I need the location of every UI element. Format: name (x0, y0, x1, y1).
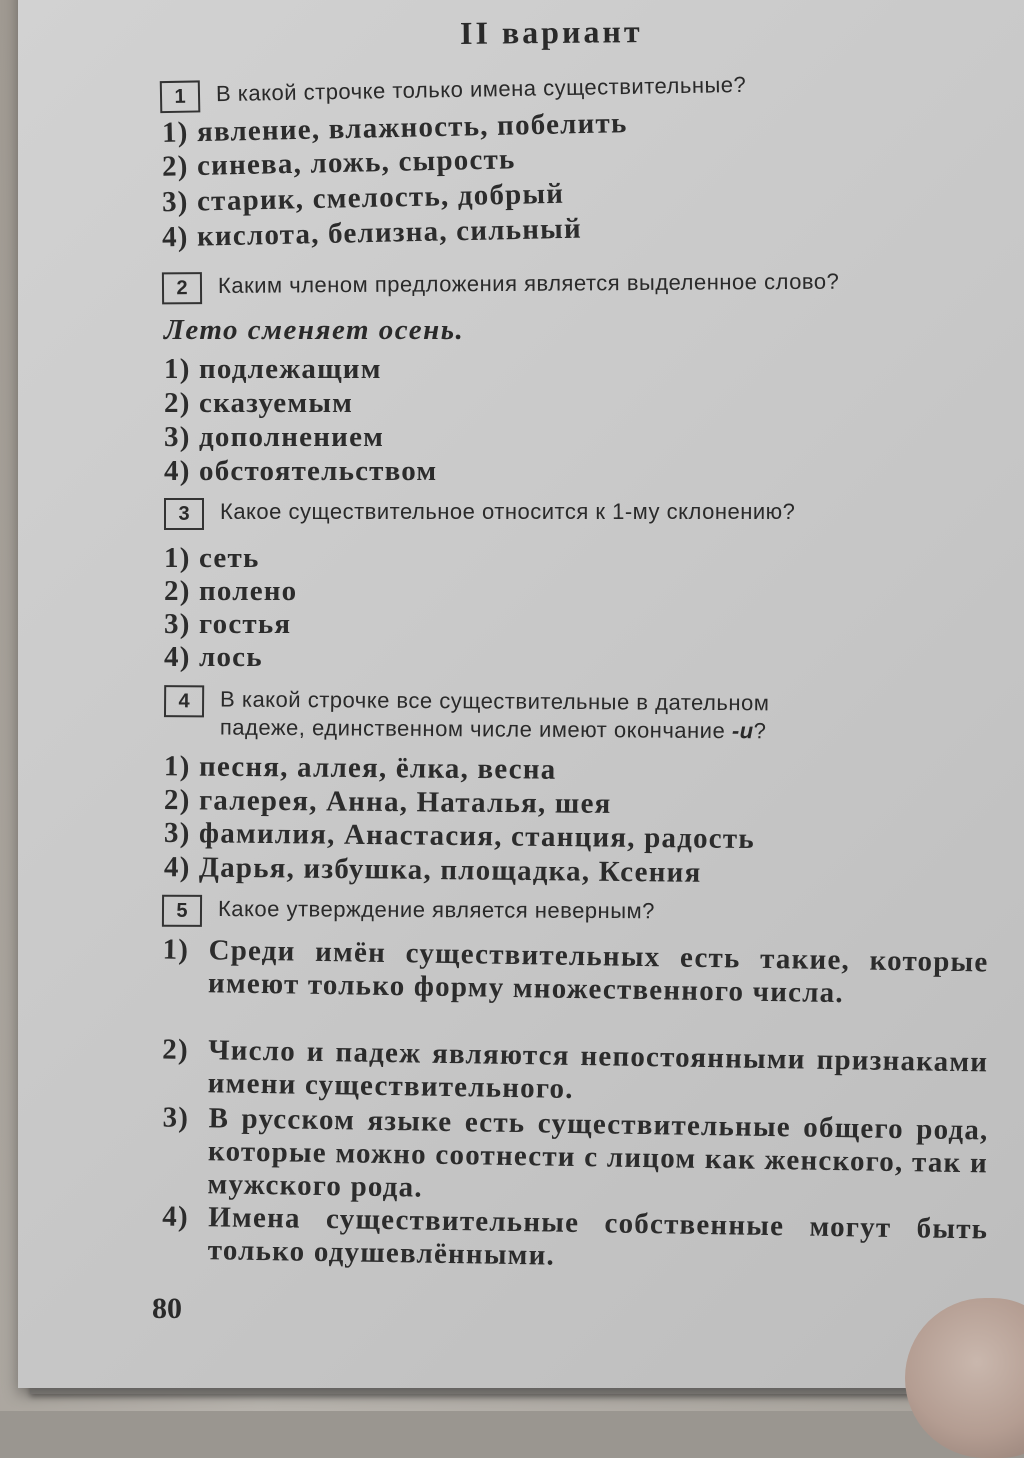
option-number: 3) (162, 1101, 190, 1134)
answer-option: 1) явление, влажность, побелить (161, 107, 628, 149)
answer-option: 2) сказуемым (164, 387, 354, 419)
question-mark: ? (753, 718, 767, 744)
answer-option: 2) галерея, Анна, Наталья, шея (163, 784, 612, 820)
option-number: 2) (162, 1033, 190, 1066)
question-text-line: падеже, единственном числе имеют окончание (219, 714, 726, 744)
option-number: 4) (162, 1200, 190, 1233)
question-number-box: 3 (164, 498, 204, 530)
question-3 (164, 498, 795, 530)
answer-option: 2) полено (164, 575, 298, 607)
option-number: 1) (162, 933, 190, 966)
question-text: В какой строчке только имена существительные? (215, 71, 747, 107)
question-number-box: 2 (162, 272, 202, 304)
variant-title: II вариант (459, 13, 643, 51)
page-number: 80 (152, 1292, 182, 1325)
question-4 (164, 685, 980, 747)
answer-option (162, 1033, 993, 1112)
answer-option: 3) старик, смелость, добрый (161, 177, 565, 219)
answer-option: 1) подлежащим (164, 353, 382, 385)
answer-option (162, 1200, 993, 1279)
answer-option (161, 933, 992, 1046)
question-text-line: В какой строчке все существительные в дательном (220, 686, 770, 716)
option-text: В русском языке есть существительные общего рода, которые можно соотнести с лицом как женского, так и мужского рода. (207, 1102, 989, 1204)
answer-option: 3) фамилия, Анастасия, станция, радость (163, 816, 756, 856)
answer-option: 1) песня, аллея, ёлка, весна (163, 750, 557, 786)
question-number-box: 5 (162, 895, 202, 927)
question-2 (162, 268, 840, 305)
answer-option: 3) дополнением (164, 421, 385, 453)
ending-highlight: -и (731, 718, 754, 744)
example-sentence: Лето сменяет осень. (164, 314, 465, 346)
question-number-box: 1 (160, 80, 201, 113)
question-text: Какое утверждение является неверным? (217, 896, 655, 924)
answer-option: 1) сеть (164, 542, 260, 574)
answer-option: 4) кислота, белизна, сильный (161, 212, 583, 254)
answer-option: 4) Дарья, избушка, площадка, Ксения (163, 851, 702, 889)
answer-option: 3) гостья (164, 608, 292, 640)
question-text: Какое существительное относится к 1-му склонению? (220, 499, 796, 524)
question-number-box: 4 (164, 685, 204, 717)
question-1 (160, 71, 747, 113)
answer-option (161, 1101, 992, 1214)
option-text: Число и падеж являются непостоянными признаками имени существительного. (207, 1034, 989, 1105)
question-text: Каким членом предложения является выделенное слово? (217, 268, 840, 298)
question-5 (162, 895, 655, 930)
answer-option: 4) лось (164, 641, 263, 673)
option-text: Имена существительные собственные могут быть только одушевлёнными. (207, 1201, 989, 1272)
option-text: Среди имён существительных есть такие, которые имеют только форму множественного числа. (207, 934, 989, 1010)
answer-option: 4) обстоятельством (164, 455, 438, 487)
question-text (220, 686, 980, 747)
answer-option: 2) синева, ложь, сырость (161, 143, 516, 183)
